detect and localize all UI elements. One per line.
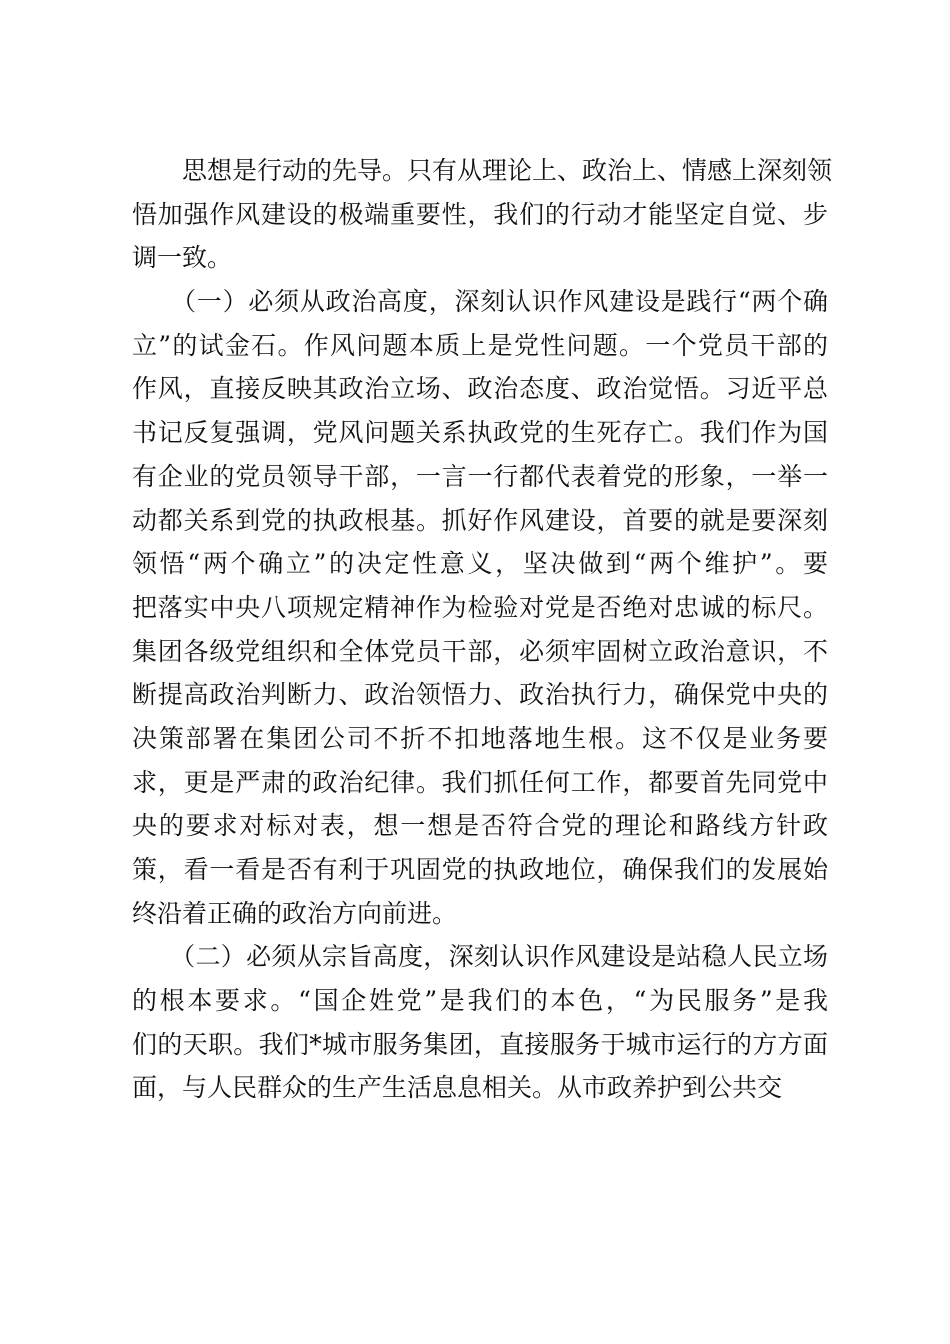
text-line: 决策部署在集团公司不折不扣地落地生根。这不仅是业务要 — [132, 723, 828, 753]
document-body — [132, 149, 833, 1110]
paragraph-intro — [132, 149, 833, 280]
paragraph-section-2 — [132, 935, 828, 1110]
text-line: 悟加强作风建设的极端重要性，我们的行动才能坚定自觉、步 — [132, 199, 828, 229]
text-line: 央的要求对标对表，想一想是否符合党的理论和路线方针政 — [132, 811, 828, 841]
text-line: 们的天职。我们*城市服务集团，直接服务于城市运行的方方面 — [132, 1029, 828, 1059]
text-line: 面，与人民群众的生产生活息息相关。从市政养护到公共交 — [132, 1073, 783, 1103]
text-line: 领悟“两个确立”的决定性意义，坚决做到“两个维护”。要 — [132, 549, 828, 579]
text-line: 集团各级党组织和全体党员干部，必须牢固树立政治意识，不 — [132, 636, 828, 666]
text-line: （一）必须从政治高度，深刻认识作风建设是践行“两个确 — [132, 287, 828, 317]
text-line: 有企业的党员领导干部，一言一行都代表着党的形象，一举一 — [132, 461, 828, 491]
text-line: 终沿着正确的政治方向前进。 — [132, 898, 458, 928]
text-line: 动都关系到党的执政根基。抓好作风建设，首要的就是要深刻 — [132, 505, 828, 535]
text-line: 思想是行动的先导。只有从理论上、政治上、情感上深刻领 — [132, 156, 833, 185]
text-line: 求，更是严肃的政治纪律。我们抓任何工作，都要首先同党中 — [132, 767, 828, 797]
text-line: 立”的试金石。作风问题本质上是党性问题。一个党员干部的 — [132, 330, 828, 360]
text-line: （二）必须从宗旨高度，深刻认识作风建设是站稳人民立场 — [132, 942, 828, 972]
text-line: 的根本要求。“国企姓党”是我们的本色，“为民服务”是我 — [132, 986, 828, 1016]
text-line: 作风，直接反映其政治立场、政治态度、政治觉悟。习近平总 — [132, 374, 828, 404]
paragraph-section-1 — [132, 280, 828, 935]
text-line: 书记反复强调，党风问题关系执政党的生死存亡。我们作为国 — [132, 418, 828, 448]
text-line: 调一致。 — [132, 243, 233, 273]
text-line: 断提高政治判断力、政治领悟力、政治执行力，确保党中央的 — [132, 680, 828, 710]
text-line: 策，看一看是否有利于巩固党的执政地位，确保我们的发展始 — [132, 855, 828, 884]
text-line: 把落实中央八项规定精神作为检验对党是否绝对忠诚的标尺。 — [132, 592, 828, 622]
